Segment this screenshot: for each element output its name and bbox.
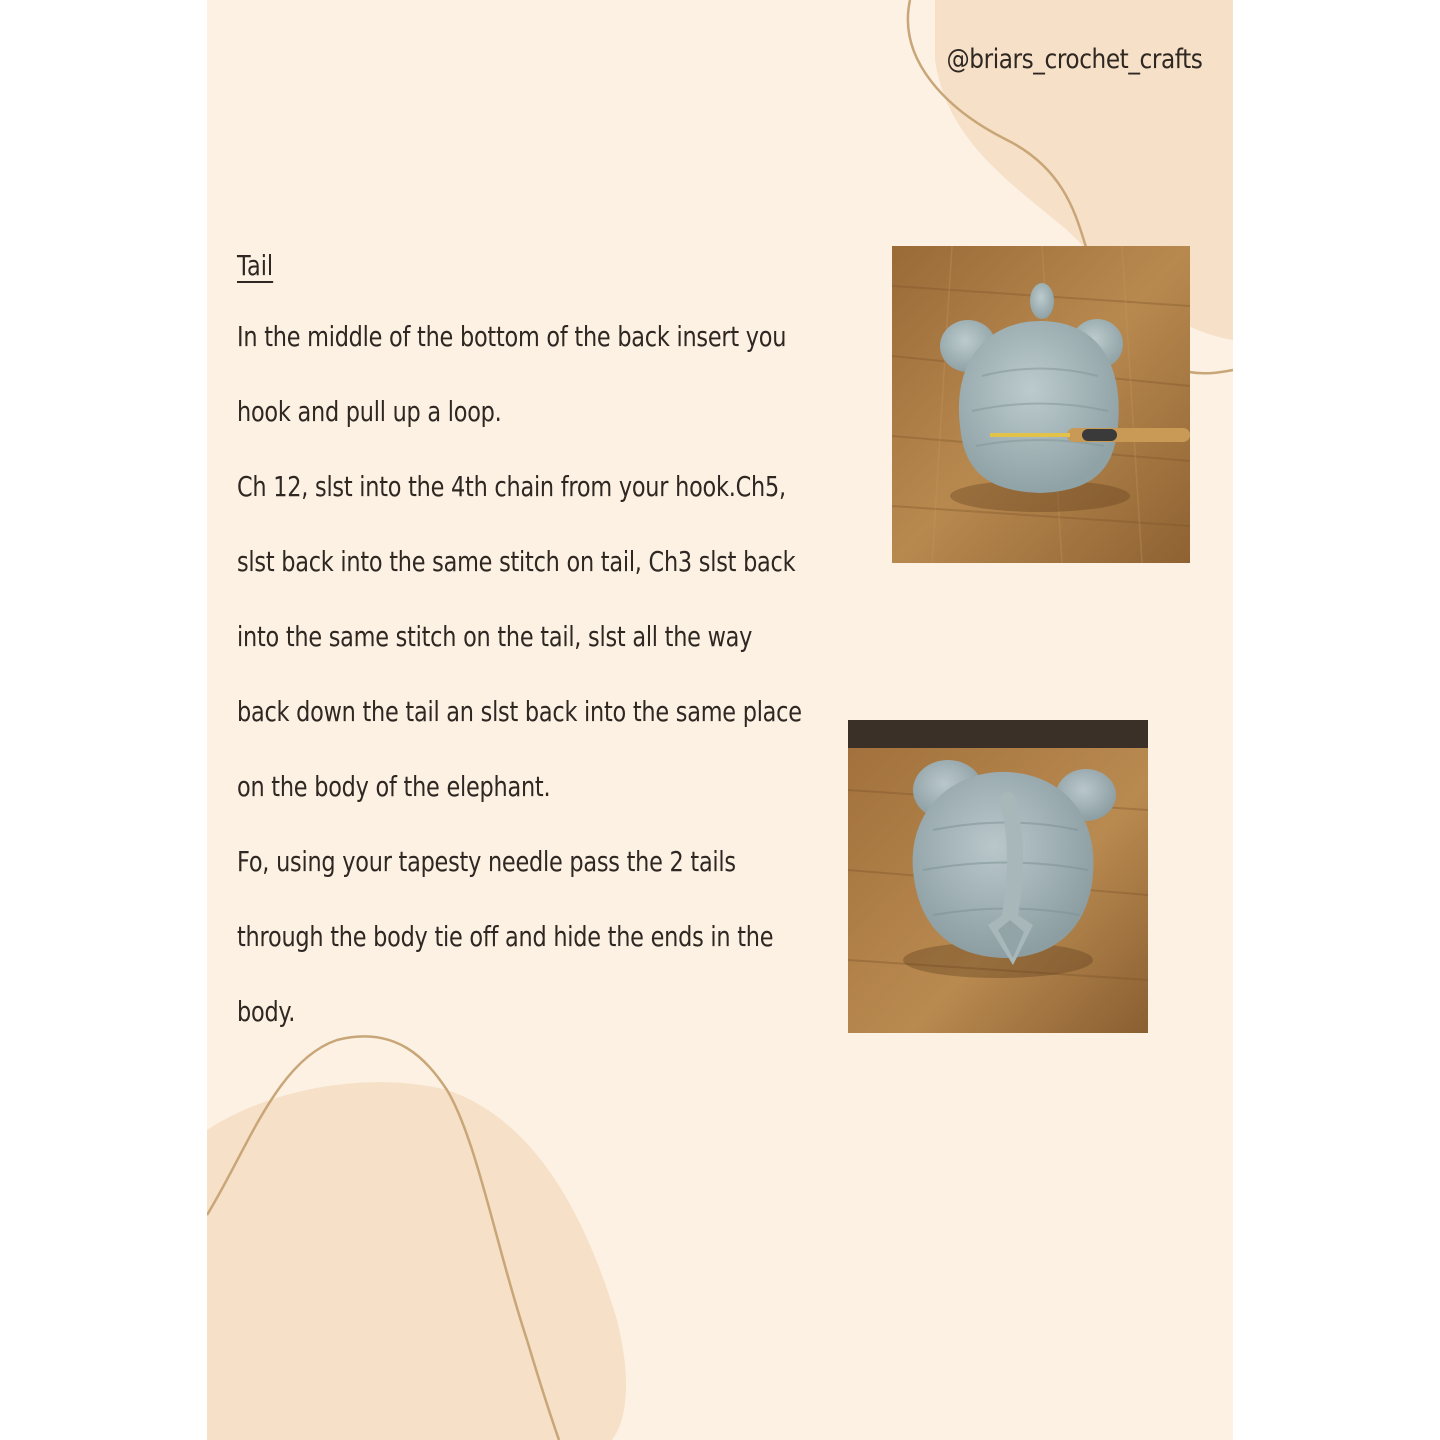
text-line: into the same stitch on the tail, slst all the way [237, 620, 753, 653]
top-right-line-end [1189, 370, 1233, 373]
text-line: back down the tail an slst back into the same place [237, 695, 802, 728]
text-line: body. [237, 995, 296, 1028]
text-line: hook and pull up a loop. [237, 395, 502, 428]
text-line: Ch 12, slst into the 4th chain from your hook.Ch5, [237, 470, 786, 503]
paragraph [237, 299, 877, 449]
text-line: through the body tie off and hide the ends in the [237, 920, 774, 953]
pattern-page [207, 0, 1233, 1440]
text-line: on the body of the elephant. [237, 770, 551, 803]
section-heading: Tail [237, 249, 274, 282]
text-line: In the middle of the bottom of the back insert you [237, 320, 787, 353]
bottom-left-blob [207, 1082, 626, 1440]
instagram-handle: @briars_crochet_crafts [946, 44, 1203, 75]
text-line: slst back into the same stitch on tail, Ch3 slst back [237, 545, 796, 578]
text-line: Fo, using your tapesty needle pass the 2 tails [237, 845, 736, 878]
elephant-with-tail-photo [848, 720, 1148, 1033]
paragraph [237, 824, 877, 1049]
instructions [237, 243, 877, 1049]
paragraph [237, 449, 877, 824]
elephant-back-with-hook-photo [892, 246, 1190, 563]
